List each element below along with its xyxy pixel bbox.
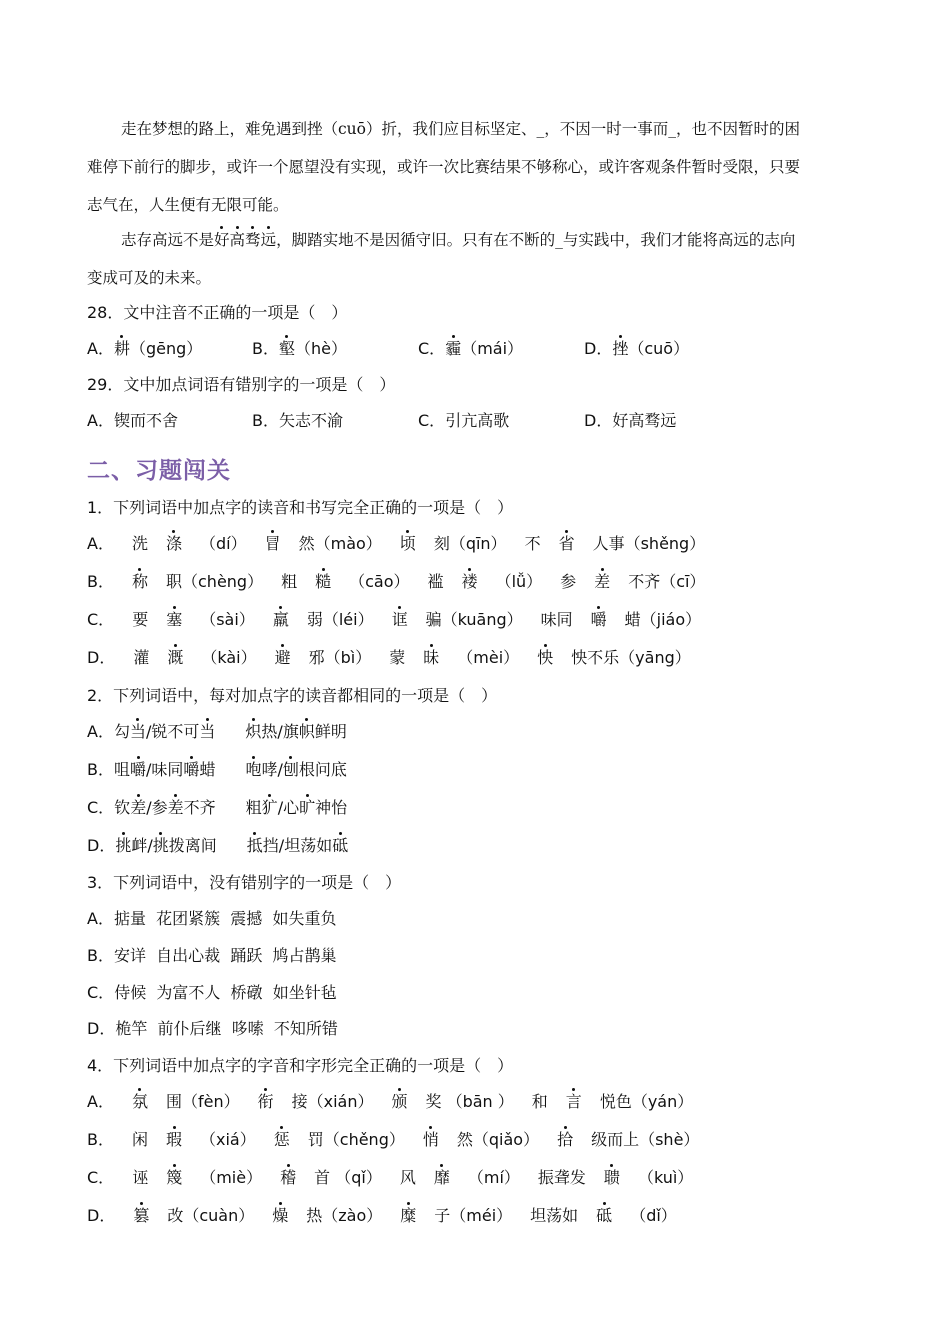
dotted-char: 当 bbox=[129, 722, 146, 741]
option-d bbox=[87, 1018, 338, 1040]
option-pair-b bbox=[247, 836, 348, 855]
dotted-char: 帜 bbox=[298, 722, 315, 741]
text: 粗 bbox=[281, 572, 298, 591]
option-item bbox=[530, 1206, 677, 1225]
question-2-stem: 2．下列词语中，每对加点字的读音都相同的一项是（ ） bbox=[87, 686, 498, 705]
option-item bbox=[423, 1130, 539, 1149]
option-item bbox=[392, 610, 523, 629]
text: 邪（bì） bbox=[308, 648, 372, 667]
option-item bbox=[132, 534, 247, 553]
option-letter: C． bbox=[87, 983, 115, 1002]
text: 级而上（shè） bbox=[591, 1130, 700, 1149]
option-letter: B． bbox=[252, 339, 279, 358]
dotted-char: 砥 bbox=[596, 1206, 613, 1225]
option-letter: C． bbox=[418, 339, 446, 358]
text: 罚（chěng） bbox=[307, 1130, 405, 1149]
option-d bbox=[87, 1205, 677, 1227]
option-letter: D． bbox=[584, 339, 613, 358]
dotted-char: 砥 bbox=[332, 836, 349, 855]
dotted-char: 挑 bbox=[115, 836, 132, 855]
dotted-char: 悄 bbox=[422, 1130, 439, 1149]
passage-line-4: 志存高远不是好高骛远，脚踏实地不是因循守旧。只有在不断的_与实践中，我们才能将高远的志向 bbox=[121, 231, 796, 249]
text: 神怡 bbox=[315, 798, 348, 817]
option-letter: C． bbox=[87, 798, 115, 817]
question-28-stem: 28．文中注音不正确的一项是（ ） bbox=[87, 303, 348, 322]
section-heading: 二、习题闯关 bbox=[87, 458, 231, 484]
text: 诬 bbox=[132, 1168, 149, 1187]
passage-line-3: 志气在，人生便有无限可能。 bbox=[87, 196, 289, 214]
dotted-char: 颁 bbox=[391, 1092, 408, 1111]
option-b bbox=[87, 945, 337, 967]
text: 拨离间 bbox=[168, 836, 217, 855]
dotted-char: 拾 bbox=[557, 1130, 574, 1149]
dotted-char: 旷 bbox=[299, 798, 316, 817]
option-item bbox=[557, 1130, 699, 1149]
dotted-char: 惩 bbox=[273, 1130, 290, 1149]
dotted-char: 挫 bbox=[612, 339, 629, 358]
option-letter: D． bbox=[87, 648, 116, 667]
text: （dǐ） bbox=[630, 1206, 677, 1225]
text: /味同 bbox=[146, 760, 184, 779]
option-letter: B． bbox=[252, 411, 279, 430]
dotted-char: 溉 bbox=[167, 648, 184, 667]
text: （cāo） bbox=[349, 572, 410, 591]
option-item bbox=[265, 534, 382, 553]
passage-line-1: 走在梦想的路上，难免遇到挫（cuō）折，我们应目标坚定、_，不因一时一事而_，也不因暂时的困 bbox=[121, 120, 800, 138]
option-item bbox=[132, 572, 263, 591]
text: /锐不可 bbox=[145, 722, 200, 741]
text: 灌 bbox=[133, 648, 150, 667]
option-b bbox=[252, 410, 343, 432]
option-text: 掂量 花团紧簇 震撼 如失重负 bbox=[113, 909, 337, 928]
dotted-char: 咆 bbox=[245, 760, 262, 779]
dotted-char: 耕 bbox=[113, 339, 130, 358]
option-item bbox=[538, 1168, 693, 1187]
option-a bbox=[87, 721, 347, 743]
dotted-char: 怏 bbox=[537, 648, 554, 667]
text: （hè） bbox=[295, 339, 347, 358]
text: （gēng） bbox=[129, 339, 203, 358]
text: 子（méi） bbox=[434, 1206, 513, 1225]
text: 要 bbox=[132, 610, 149, 629]
text: 粗 bbox=[245, 798, 262, 817]
dotted-char: 差 bbox=[594, 572, 611, 591]
dotted-char: 挑 bbox=[152, 836, 169, 855]
option-pair-a bbox=[114, 760, 215, 779]
option-item bbox=[272, 1206, 382, 1225]
option-letter: D． bbox=[87, 836, 116, 855]
dotted-char: 骛 bbox=[245, 231, 261, 249]
question-29-stem: 29．文中加点词语有错别字的一项是（ ） bbox=[87, 375, 396, 394]
question-1-stem: 1．下列词语中加点字的读音和书写完全正确的一项是（ ） bbox=[87, 498, 514, 517]
text: （miè） bbox=[200, 1168, 263, 1187]
text: 蜡（jiáo） bbox=[624, 610, 702, 629]
text: 热（zào） bbox=[306, 1206, 383, 1225]
text: （mèi） bbox=[457, 648, 520, 667]
dotted-char: 嚼 bbox=[130, 760, 147, 779]
dotted-char: 塞 bbox=[166, 610, 183, 629]
option-item bbox=[258, 1092, 374, 1111]
option-item bbox=[391, 1092, 513, 1111]
dotted-char: 壑 bbox=[278, 339, 295, 358]
passage-line-2: 难停下前行的脚步，或许一个愿望没有实现，或许一次比赛结果不够称心，或许客观条件暂时受限，只要 bbox=[87, 158, 801, 176]
dotted-char: 抵 bbox=[246, 836, 263, 855]
dotted-char: 涤 bbox=[165, 534, 182, 553]
option-c bbox=[87, 1167, 693, 1189]
dotted-char: 聩 bbox=[603, 1168, 620, 1187]
dotted-char: 糙 bbox=[315, 572, 332, 591]
option-a bbox=[87, 533, 705, 555]
option-item bbox=[280, 1168, 382, 1187]
dotted-char: 篾 bbox=[166, 1168, 183, 1187]
dotted-char: 稽 bbox=[280, 1168, 297, 1187]
option-d bbox=[584, 338, 689, 360]
option-letter: B． bbox=[87, 760, 114, 779]
dotted-char: 言 bbox=[565, 1092, 582, 1111]
dotted-char: 刨 bbox=[282, 760, 299, 779]
text: （kuì） bbox=[637, 1168, 694, 1187]
option-letter: A． bbox=[87, 411, 114, 430]
option-letter: D． bbox=[584, 411, 613, 430]
text: 不齐（cī） bbox=[628, 572, 706, 591]
dotted-char: 褛 bbox=[461, 572, 478, 591]
text: 蜡 bbox=[199, 760, 216, 779]
option-pair-b bbox=[246, 798, 347, 817]
dotted-char: 诓 bbox=[391, 610, 408, 629]
dotted-char: 省 bbox=[558, 534, 575, 553]
option-item bbox=[281, 572, 409, 591]
text: 不齐 bbox=[183, 798, 216, 817]
dotted-char: 燥 bbox=[272, 1206, 289, 1225]
option-letter: C． bbox=[87, 1168, 115, 1187]
text: 刻（qīn） bbox=[433, 534, 507, 553]
option-letter: C． bbox=[87, 610, 115, 629]
option-letter: D． bbox=[87, 1206, 116, 1225]
text: 蒙 bbox=[389, 648, 406, 667]
option-text: 锲而不舍 bbox=[113, 411, 178, 430]
option-item bbox=[560, 572, 705, 591]
dotted-word bbox=[214, 231, 276, 249]
text: （kài） bbox=[201, 648, 257, 667]
option-c bbox=[418, 338, 523, 360]
text: 风 bbox=[399, 1168, 416, 1187]
dotted-char: 顷 bbox=[399, 534, 416, 553]
option-d bbox=[584, 410, 676, 432]
text: 然（mào） bbox=[298, 534, 382, 553]
option-b bbox=[87, 1129, 699, 1151]
text: 坦荡如 bbox=[530, 1206, 579, 1225]
option-text: 侍候 为富不人 桥礅 如坐针毡 bbox=[114, 983, 337, 1002]
text: 振聋发 bbox=[537, 1168, 586, 1187]
option-item bbox=[132, 1130, 256, 1149]
option-a bbox=[87, 908, 336, 930]
option-a bbox=[87, 410, 178, 432]
option-letter: A． bbox=[87, 722, 114, 741]
option-item bbox=[133, 1206, 254, 1225]
dotted-char: 犷 bbox=[261, 798, 278, 817]
option-b bbox=[87, 759, 347, 781]
text: /参 bbox=[146, 798, 168, 817]
text: 咀 bbox=[113, 760, 130, 779]
option-item bbox=[389, 648, 519, 667]
dotted-char: 昧 bbox=[423, 648, 440, 667]
dotted-char: 远 bbox=[260, 231, 277, 249]
text: 哮/ bbox=[261, 760, 283, 779]
text: 接（xián） bbox=[291, 1092, 374, 1111]
option-item bbox=[400, 534, 507, 553]
option-item bbox=[428, 572, 543, 591]
text: 骗（kuāng） bbox=[425, 610, 523, 629]
option-letter: A． bbox=[87, 1092, 114, 1111]
option-letter: C． bbox=[418, 411, 446, 430]
dotted-char: 差 bbox=[130, 798, 147, 817]
dotted-char: 称 bbox=[131, 572, 148, 591]
option-c bbox=[87, 609, 701, 631]
dotted-char: 炽 bbox=[245, 722, 262, 741]
text: 热/旗 bbox=[261, 722, 299, 741]
text: 洗 bbox=[131, 534, 148, 553]
text: （lǚ） bbox=[495, 572, 543, 591]
option-item bbox=[525, 534, 706, 553]
text: 闲 bbox=[131, 1130, 148, 1149]
text: （cuō） bbox=[628, 339, 690, 358]
option-item bbox=[532, 1092, 693, 1111]
text: 衅/ bbox=[131, 836, 153, 855]
option-letter: A． bbox=[87, 909, 114, 928]
option-pair-a bbox=[114, 798, 215, 817]
question-3-stem: 3．下列词语中，没有错别字的一项是（ ） bbox=[87, 873, 402, 892]
dotted-char: 嚼 bbox=[590, 610, 607, 629]
option-item bbox=[273, 610, 374, 629]
text: /心 bbox=[277, 798, 300, 817]
text: 鲜明 bbox=[314, 722, 347, 741]
dotted-char: 氛 bbox=[131, 1092, 148, 1111]
text: 味同 bbox=[540, 610, 573, 629]
dotted-char: 羸 bbox=[272, 610, 289, 629]
dotted-char: 篡 bbox=[133, 1206, 150, 1225]
text: 怏不乐（yāng） bbox=[571, 648, 691, 667]
option-c bbox=[418, 410, 509, 432]
dotted-char: 冒 bbox=[264, 534, 281, 553]
text: 不 bbox=[524, 534, 541, 553]
option-text: 安详 自出心裁 踊跃 鸠占鹊巢 bbox=[113, 946, 337, 965]
text: 褴 bbox=[427, 572, 444, 591]
option-text: 引亢高歌 bbox=[445, 411, 510, 430]
dotted-char: 瑕 bbox=[166, 1130, 183, 1149]
dotted-char: 霾 bbox=[445, 339, 462, 358]
text: 挡/坦荡如 bbox=[262, 836, 333, 855]
dotted-char: 避 bbox=[274, 648, 291, 667]
text: 勾 bbox=[113, 722, 130, 741]
option-text: 好高骛远 bbox=[612, 411, 677, 430]
text: 根问底 bbox=[298, 760, 347, 779]
option-d bbox=[87, 835, 348, 857]
option-letter: D． bbox=[87, 1019, 116, 1038]
text: 然（qiǎo） bbox=[456, 1130, 540, 1149]
option-item bbox=[400, 1168, 520, 1187]
dotted-char: 糜 bbox=[400, 1206, 417, 1225]
text: 人事（shěng） bbox=[592, 534, 706, 553]
option-letter: B． bbox=[87, 572, 114, 591]
dotted-char: 差 bbox=[167, 798, 184, 817]
text: 参 bbox=[560, 572, 577, 591]
option-item bbox=[541, 610, 702, 629]
text: 改（cuàn） bbox=[167, 1206, 255, 1225]
passage-line-5: 变成可及的未来。 bbox=[87, 269, 212, 287]
dotted-char: 嚼 bbox=[183, 760, 200, 779]
option-pair-a bbox=[115, 836, 216, 855]
option-item bbox=[132, 1092, 240, 1111]
text: （mí） bbox=[467, 1168, 520, 1187]
option-letter: B． bbox=[87, 946, 114, 965]
dotted-char: 高 bbox=[229, 231, 246, 249]
option-item bbox=[132, 610, 255, 629]
text: 弱（léi） bbox=[306, 610, 374, 629]
option-letter: A． bbox=[87, 534, 114, 553]
dotted-char: 靡 bbox=[433, 1168, 450, 1187]
option-pair-a bbox=[114, 722, 215, 741]
text: （sài） bbox=[200, 610, 255, 629]
text: 钦 bbox=[114, 798, 131, 817]
option-item bbox=[133, 648, 256, 667]
text: 悦色（yán） bbox=[599, 1092, 694, 1111]
dotted-char: 当 bbox=[199, 722, 216, 741]
option-a bbox=[87, 338, 202, 360]
option-item bbox=[274, 1130, 405, 1149]
option-b bbox=[252, 338, 347, 360]
option-a bbox=[87, 1091, 693, 1113]
dotted-char: 好 bbox=[214, 231, 230, 249]
option-c bbox=[87, 797, 347, 819]
text: 围（fèn） bbox=[165, 1092, 240, 1111]
dotted-char: 衔 bbox=[257, 1092, 274, 1111]
option-pair-b bbox=[245, 722, 346, 741]
option-c bbox=[87, 982, 337, 1004]
option-item bbox=[537, 648, 691, 667]
option-item bbox=[275, 648, 372, 667]
text: 首 （qǐ） bbox=[314, 1168, 382, 1187]
text: 和 bbox=[531, 1092, 548, 1111]
option-item bbox=[132, 1168, 262, 1187]
text: （xiá） bbox=[200, 1130, 256, 1149]
option-text: 桅竿 前仆后继 哆嗦 不知所错 bbox=[115, 1019, 338, 1038]
text: 奖 （bān ） bbox=[425, 1092, 514, 1111]
option-letter: A． bbox=[87, 339, 114, 358]
option-letter: B． bbox=[87, 1130, 114, 1149]
option-text: 矢志不渝 bbox=[278, 411, 343, 430]
option-item bbox=[400, 1206, 512, 1225]
option-d bbox=[87, 647, 691, 669]
text: 职（chèng） bbox=[166, 572, 264, 591]
text: （dí） bbox=[199, 534, 247, 553]
text: （mái） bbox=[461, 339, 524, 358]
option-pair-b bbox=[245, 760, 346, 779]
question-4-stem: 4．下列词语中加点字的字音和字形完全正确的一项是（ ） bbox=[87, 1056, 514, 1075]
option-b bbox=[87, 571, 705, 593]
